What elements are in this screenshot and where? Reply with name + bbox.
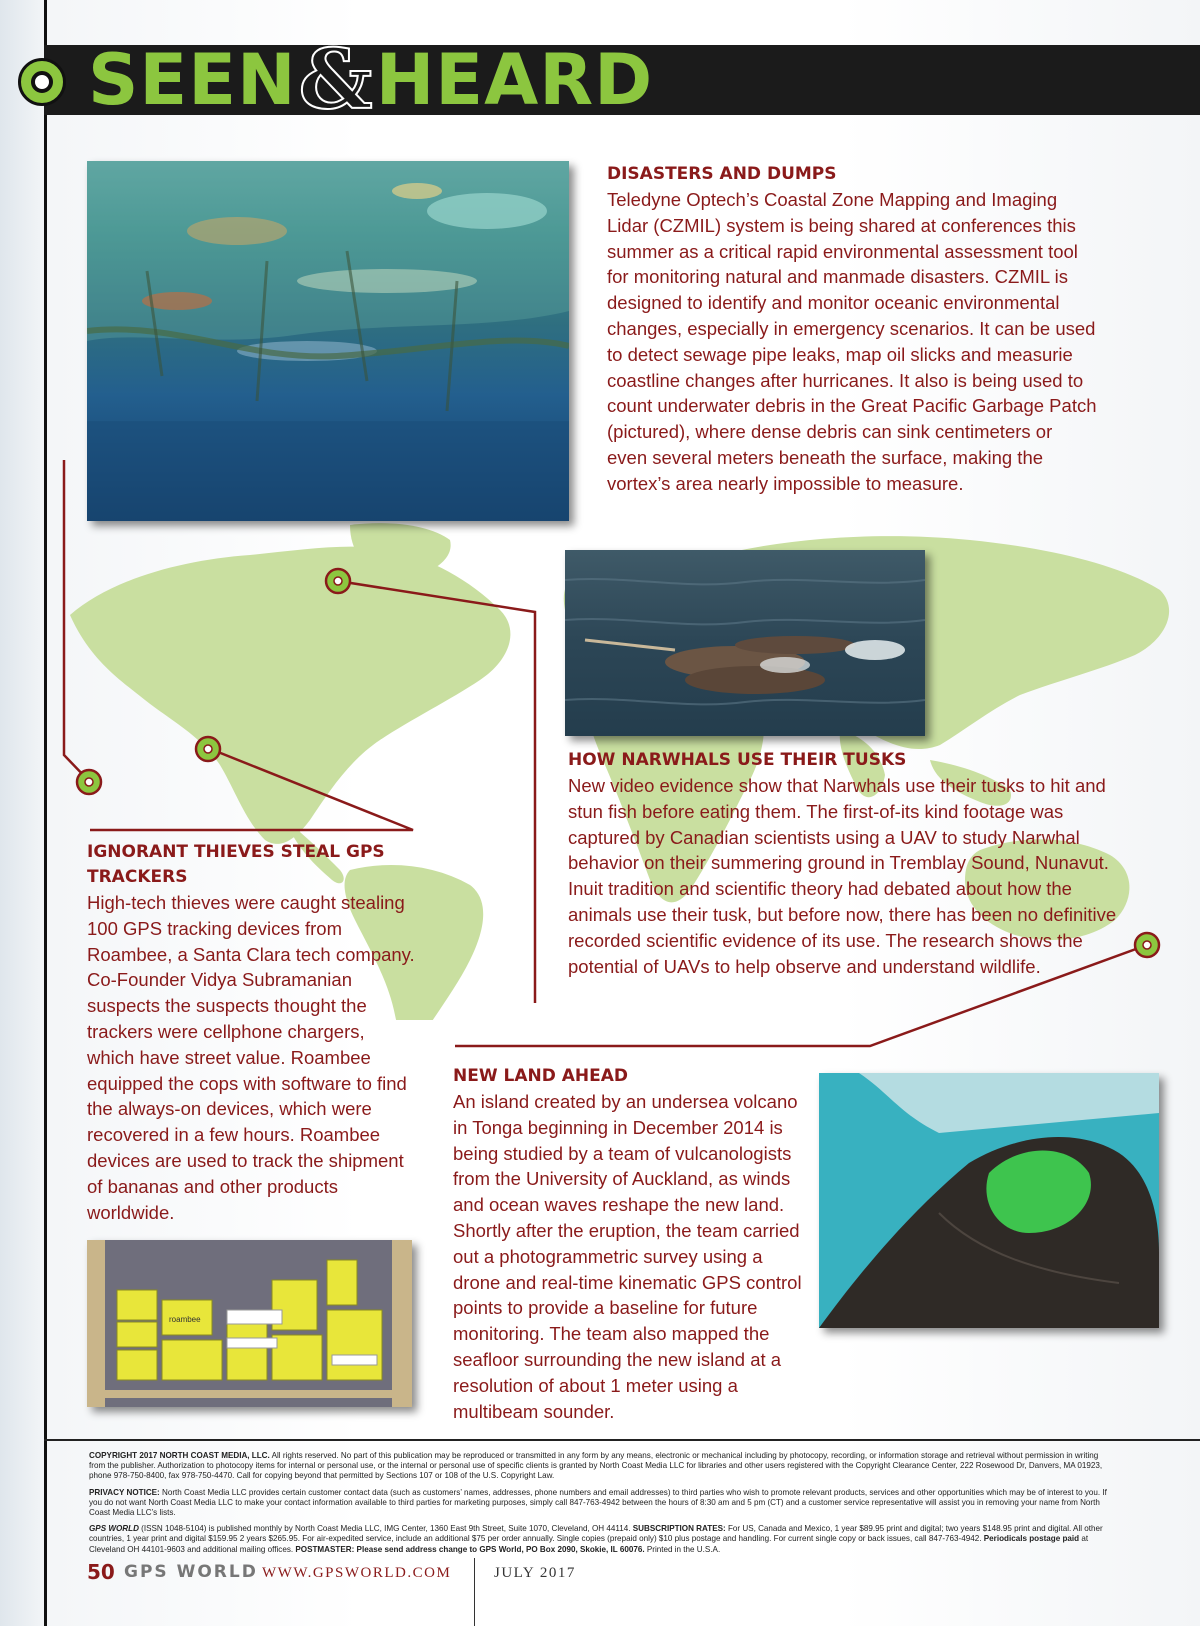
issue-date: JULY 2017: [494, 1565, 576, 1581]
website-link[interactable]: WWW.GPSWORLD.COM: [262, 1565, 452, 1581]
story-island: [453, 1064, 813, 1424]
story-thieves: [87, 840, 417, 1225]
roambee-box-label: roambee: [169, 1315, 201, 1324]
story-narwhals: [568, 748, 1138, 979]
section-title: [88, 32, 654, 128]
story-body: High-tech thieves were caught stealing 100 GPS tracking devices from Roambee, a Santa Clara tech company. Co-Founder Vidya Subramanian suspects the suspects thought the trackers were cellphone chargers, which have street value. Roambee equipped the cops with software to find the always-on devices, which were recovered in a few hours. Roambee devices are used to track the shipment of bananas and other products worldwide.: [87, 892, 415, 1223]
story-headline: IGNORANT THIEVES STEAL GPS TRACKERS: [87, 842, 385, 887]
story-disasters: [607, 162, 1097, 497]
page-number: 50: [87, 1560, 115, 1584]
header-bullet-inner: [31, 71, 53, 93]
story-body: Teledyne Optech’s Coastal Zone Mapping and Imaging Lidar (CZMIL) system is being shared at conferences this summer as a critical rapid environmental assessment tool for monitoring natural and manmade disasters. CZMIL is designed to identify and monitor oceanic environmental changes, especially in emergency scenarios. It can be used to detect sewage pipe leaks, map oil slicks and measurie coastline changes after hurricanes. It also is being used to count underwater debris in the Great Pacific Garbage Patch (pictured), where dense debris can sink centimeters or even several meters beneath the surface, making the vortex’s area nearly impossible to measure.: [607, 189, 1097, 494]
story-headline: HOW NARWHALS USE THEIR TUSKS: [568, 750, 907, 770]
story-headline: DISASTERS AND DUMPS: [607, 164, 837, 184]
footer-legal: [89, 1451, 1109, 1561]
story-body: An island created by an undersea volcano in Tonga beginning in December 2014 is being studied by a team of vulcanologists from the University of Auckland, as winds and ocean waves reshape the new land. Shortly after the eruption, the team carried out a photogrammetric survey using a drone and real-time kinematic GPS control points to provide a baseline for future monitoring. The team also mapped the seafloor surrounding the new island at a resolution of about 1 meter using a multibeam sounder.: [453, 1091, 802, 1422]
section-title-seen: SEEN: [88, 39, 297, 121]
privacy-notice: PRIVACY NOTICE: North Coast Media LLC provides certain customer contact data (such as customers’ names, addresses, phone numbers and email addresses) to third parties who wish to promote relevant products, services and other opportunities which may be of interest to you. If you do not want North Coast Media LLC to make your contact information available to third parties for marketing purposes, simply call 847-763-4942 between the hours of 8:30 am and 5 pm (CT) and a customer service representative will assist you in removing your name from North Coast Media LLC’s lists.: [89, 1487, 1107, 1518]
copyright-notice: COPYRIGHT 2017 NORTH COAST MEDIA, LLC. All rights reserved. No part of this publication may be reproduced or transmitted in any form by any means, electronic or mechanical including by photocopy, recording, or information storage and retrieval without permission in writing from the publisher. Authorization to photocopy items for internal or personal use, or the internal or personal use of specific clients is granted by North Coast Media LLC for libraries and other users registered with the Copyright Clearance Center, 222 Rosewood Dr, Danvers, MA 01923, phone 978-750-8400, fax 978-750-4470. Call for copying beyond that permitted by Sections 107 or 108 of the U.S. Copyright Law.: [89, 1451, 1103, 1481]
story-headline: NEW LAND AHEAD: [453, 1066, 629, 1086]
map-marker-island: [1135, 933, 1159, 957]
map-marker-debris: [77, 770, 101, 794]
story-body: New video evidence show that Narwhals use their tusks to hit and stun fish before eating them. The first-of-its kind footage was captured by Canadian scientists using a UAV to study Narwhal behavior on their summering ground in Tremblay Sound, Nunavut. Inuit tradition and scientific theory had debated about how the animals use their tusk, but before now, there has been no definitive recorded scientific evidence of its use. The research shows the potential of UAVs to help observe and understand wildlife.: [568, 775, 1117, 977]
map-marker-narwhal: [326, 569, 350, 593]
section-title-ampersand: &: [298, 32, 374, 128]
map-marker-thieves: [196, 737, 220, 761]
footer-rule: [44, 1439, 1200, 1441]
connector-thieves: [90, 748, 413, 830]
connector-debris: [64, 460, 88, 780]
footer-separator: [474, 1558, 475, 1626]
publication-notice: GPS WORLD (ISSN 1048-5104) is published monthly by North Coast Media LLC, IMG Center, 1360 East 9th Street, Suite 1070, Cleveland, OH 44114. SUBSCRIPTION RATES: For US, Canada and Mexico, 1 year $89.95 print and digital; two years $148.95 print and digital. All other countries, 1 year print and digital $159.95 2 years $265.95. For air-expedited service, include an additional $75 per order annually. Single copies (prepaid only) $10 plus postage and handling. For current single copy or back issues, call 847-763-4942. Periodicals postage paid at Cleveland OH 44101-9603 and additional mailing offices. POSTMASTER: Please send address change to GPS World, PO Box 2090, Skokie, IL 60076. Printed in the U.S.A.: [89, 1524, 1103, 1554]
publication-name: GPS WORLD: [124, 1562, 258, 1582]
section-title-heard: HEARD: [375, 39, 654, 121]
